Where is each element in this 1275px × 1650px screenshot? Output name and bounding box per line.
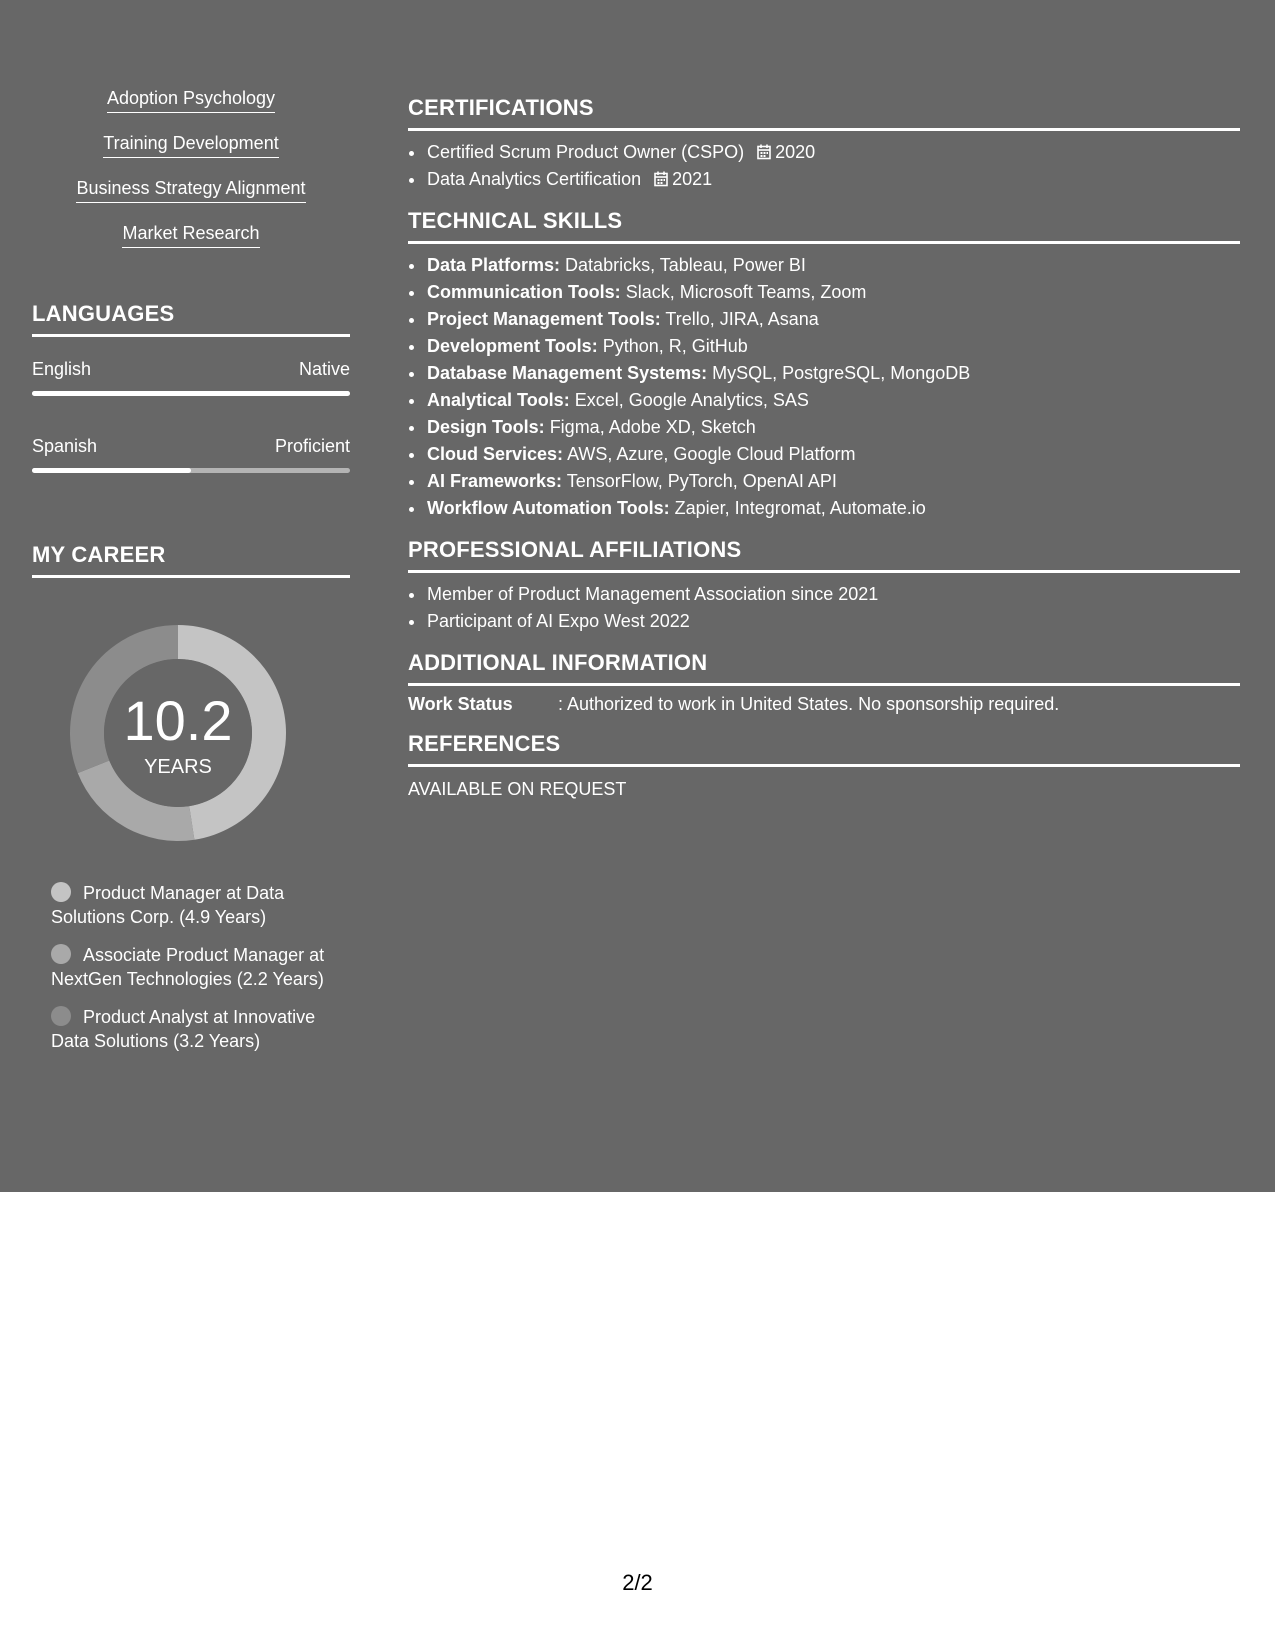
skill-label: Development Tools: <box>427 336 598 356</box>
technical-skills-section <box>408 207 1240 522</box>
career-title: MY CAREER <box>32 542 166 567</box>
skill-label: Data Platforms: <box>427 255 561 275</box>
section-divider <box>32 575 350 578</box>
references-text: AVAILABLE ON REQUEST <box>408 779 627 799</box>
career-legend-item <box>51 943 326 991</box>
career-total-unit: YEARS <box>144 756 212 778</box>
language-proficiency-bar <box>32 391 350 396</box>
skill-value: Zapier, Integromat, Automate.io <box>674 498 926 518</box>
career-role: Product Manager at Data Solutions Corp. (4.9 Years) <box>51 883 285 927</box>
calendar-icon <box>654 171 668 187</box>
work-status-row <box>408 692 1240 716</box>
skill-item <box>426 252 1240 279</box>
certification-item <box>426 139 1240 166</box>
skill-value: Slack, Microsoft Teams, Zoom <box>625 282 867 302</box>
skill-value: Figma, Adobe XD, Sketch <box>549 417 756 437</box>
skill-value: Databricks, Tableau, Power BI <box>565 255 806 275</box>
skill-label: Analytical Tools: <box>427 390 570 410</box>
skill-value: TensorFlow, PyTorch, OpenAI API <box>566 471 837 491</box>
certification-name: Certified Scrum Product Owner (CSPO) <box>427 142 745 162</box>
skill-item <box>426 468 1240 495</box>
skill-item <box>426 414 1240 441</box>
interest-item: Business Strategy Alignment <box>76 176 305 203</box>
skill-label: Workflow Automation Tools: <box>427 498 670 518</box>
work-status-value: : Authorized to work in United States. No sponsorship required. <box>558 694 1060 714</box>
skill-value: Python, R, GitHub <box>602 336 748 356</box>
skill-value: MySQL, PostgreSQL, MongoDB <box>712 363 971 383</box>
certifications-list <box>408 139 1240 193</box>
skill-item <box>426 333 1240 360</box>
affiliations-section <box>408 536 1240 635</box>
certification-year: 2020 <box>775 142 816 162</box>
skill-label: Cloud Services: <box>427 444 564 464</box>
language-proficiency-bar <box>32 468 350 473</box>
skill-item <box>426 441 1240 468</box>
section-divider <box>408 241 1240 244</box>
language-row <box>32 357 350 381</box>
skill-item <box>426 360 1240 387</box>
right-column <box>408 94 1240 815</box>
interests-list <box>32 86 350 266</box>
additional-info-section <box>408 649 1240 716</box>
career-legend <box>51 881 326 1067</box>
certification-item <box>426 166 1240 193</box>
technical-skills-title: TECHNICAL SKILLS <box>408 208 623 233</box>
section-divider <box>408 764 1240 767</box>
skill-label: Project Management Tools: <box>427 309 661 329</box>
section-divider <box>408 683 1240 686</box>
additional-info-title: ADDITIONAL INFORMATION <box>408 650 708 675</box>
skill-label: Communication Tools: <box>427 282 621 302</box>
certification-year: 2021 <box>672 169 713 189</box>
language-name: English <box>32 359 92 379</box>
skill-value: Trello, JIRA, Asana <box>665 309 819 329</box>
technical-skills-list <box>408 252 1240 522</box>
affiliations-list <box>408 581 1240 635</box>
skill-label: Design Tools: <box>427 417 545 437</box>
affiliation-item: • Member of Product Management Association since 2021 <box>426 581 1240 608</box>
skill-label: Database Management Systems: <box>427 363 708 383</box>
language-level: Proficient <box>274 436 350 456</box>
interest-item: Adoption Psychology <box>107 86 275 113</box>
certifications-title: CERTIFICATIONS <box>408 95 594 120</box>
career-donut-chart <box>66 621 290 845</box>
interest-item: Market Research <box>122 221 259 248</box>
skill-label: AI Frameworks: <box>427 471 563 491</box>
skill-item <box>426 387 1240 414</box>
skill-item <box>426 279 1240 306</box>
language-row <box>32 434 350 458</box>
language-name: Spanish <box>32 436 98 456</box>
affiliations-title: PROFESSIONAL AFFILIATIONS <box>408 537 742 562</box>
career-legend-item <box>51 881 326 929</box>
calendar-icon <box>757 144 771 160</box>
legend-dot-icon <box>51 882 71 902</box>
career-legend-item <box>51 1005 326 1053</box>
work-status-label: Work Status <box>408 694 513 714</box>
references-section <box>408 730 1240 801</box>
donut-center <box>66 621 290 845</box>
skill-item <box>426 495 1240 522</box>
language-level: Native <box>298 359 350 379</box>
legend-dot-icon <box>51 944 71 964</box>
references-title: REFERENCES <box>408 731 561 756</box>
section-divider <box>408 128 1240 131</box>
certification-name: Data Analytics Certification <box>427 169 642 189</box>
career-role: Product Analyst at Innovative Data Solutions (3.2 Years) <box>51 1007 316 1051</box>
certifications-section <box>408 94 1240 193</box>
interest-item: Training Development <box>103 131 278 158</box>
language-proficiency-fill <box>32 468 191 473</box>
skill-value: Excel, Google Analytics, SAS <box>574 390 809 410</box>
page-number: 2/2 <box>622 1570 653 1595</box>
legend-dot-icon <box>51 1006 71 1026</box>
languages-section <box>32 300 350 473</box>
skill-item <box>426 306 1240 333</box>
career-role: Associate Product Manager at NextGen Technologies (2.2 Years) <box>51 945 325 989</box>
career-total-years: 10.2 <box>123 689 233 752</box>
section-divider <box>32 334 350 337</box>
skill-value: AWS, Azure, Google Cloud Platform <box>567 444 856 464</box>
section-divider <box>408 570 1240 573</box>
languages-title: LANGUAGES <box>32 301 175 326</box>
affiliation-item: • Participant of AI Expo West 2022 <box>426 608 1240 635</box>
career-section <box>32 541 350 1051</box>
language-proficiency-fill <box>32 391 350 396</box>
